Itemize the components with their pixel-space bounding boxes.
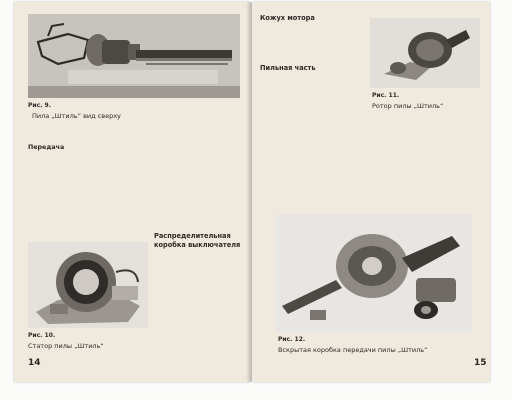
- figure-11-number: Рис. 11.: [372, 92, 400, 99]
- figure-12-number: Рис. 12.: [278, 336, 306, 343]
- figure-9-caption: Пила „Штиль“ вид сверху: [32, 112, 121, 120]
- figure-9-photo: [28, 14, 240, 98]
- right-page-number: 15: [474, 358, 487, 368]
- figure-11-caption: Ротор пилы „Штиль“: [372, 102, 444, 110]
- body-paragraph-2-heading: Передача: [28, 144, 65, 151]
- figure-12-photo: [276, 214, 472, 332]
- figure-10-number: Рис. 10.: [28, 332, 56, 339]
- figure-11-photo: [370, 18, 480, 88]
- right-page: [252, 2, 490, 382]
- figure-10-caption: Статор пилы „Штиль“: [28, 342, 104, 350]
- left-page-number: 14: [28, 358, 41, 368]
- saw-part-heading: Пильная часть: [260, 64, 316, 72]
- body-paragraph-2: [28, 144, 240, 153]
- section-heading-distribution-box: Распределительная коробка выключателя: [154, 232, 241, 249]
- figure-10-photo: [28, 242, 148, 328]
- left-page: [14, 2, 250, 382]
- motor-housing-heading: Кожух мотора: [260, 14, 315, 22]
- figure-12-caption: Вскрытая коробка передачи пилы „Штиль“: [278, 346, 428, 354]
- figure-9-number: Рис. 9.: [28, 102, 51, 109]
